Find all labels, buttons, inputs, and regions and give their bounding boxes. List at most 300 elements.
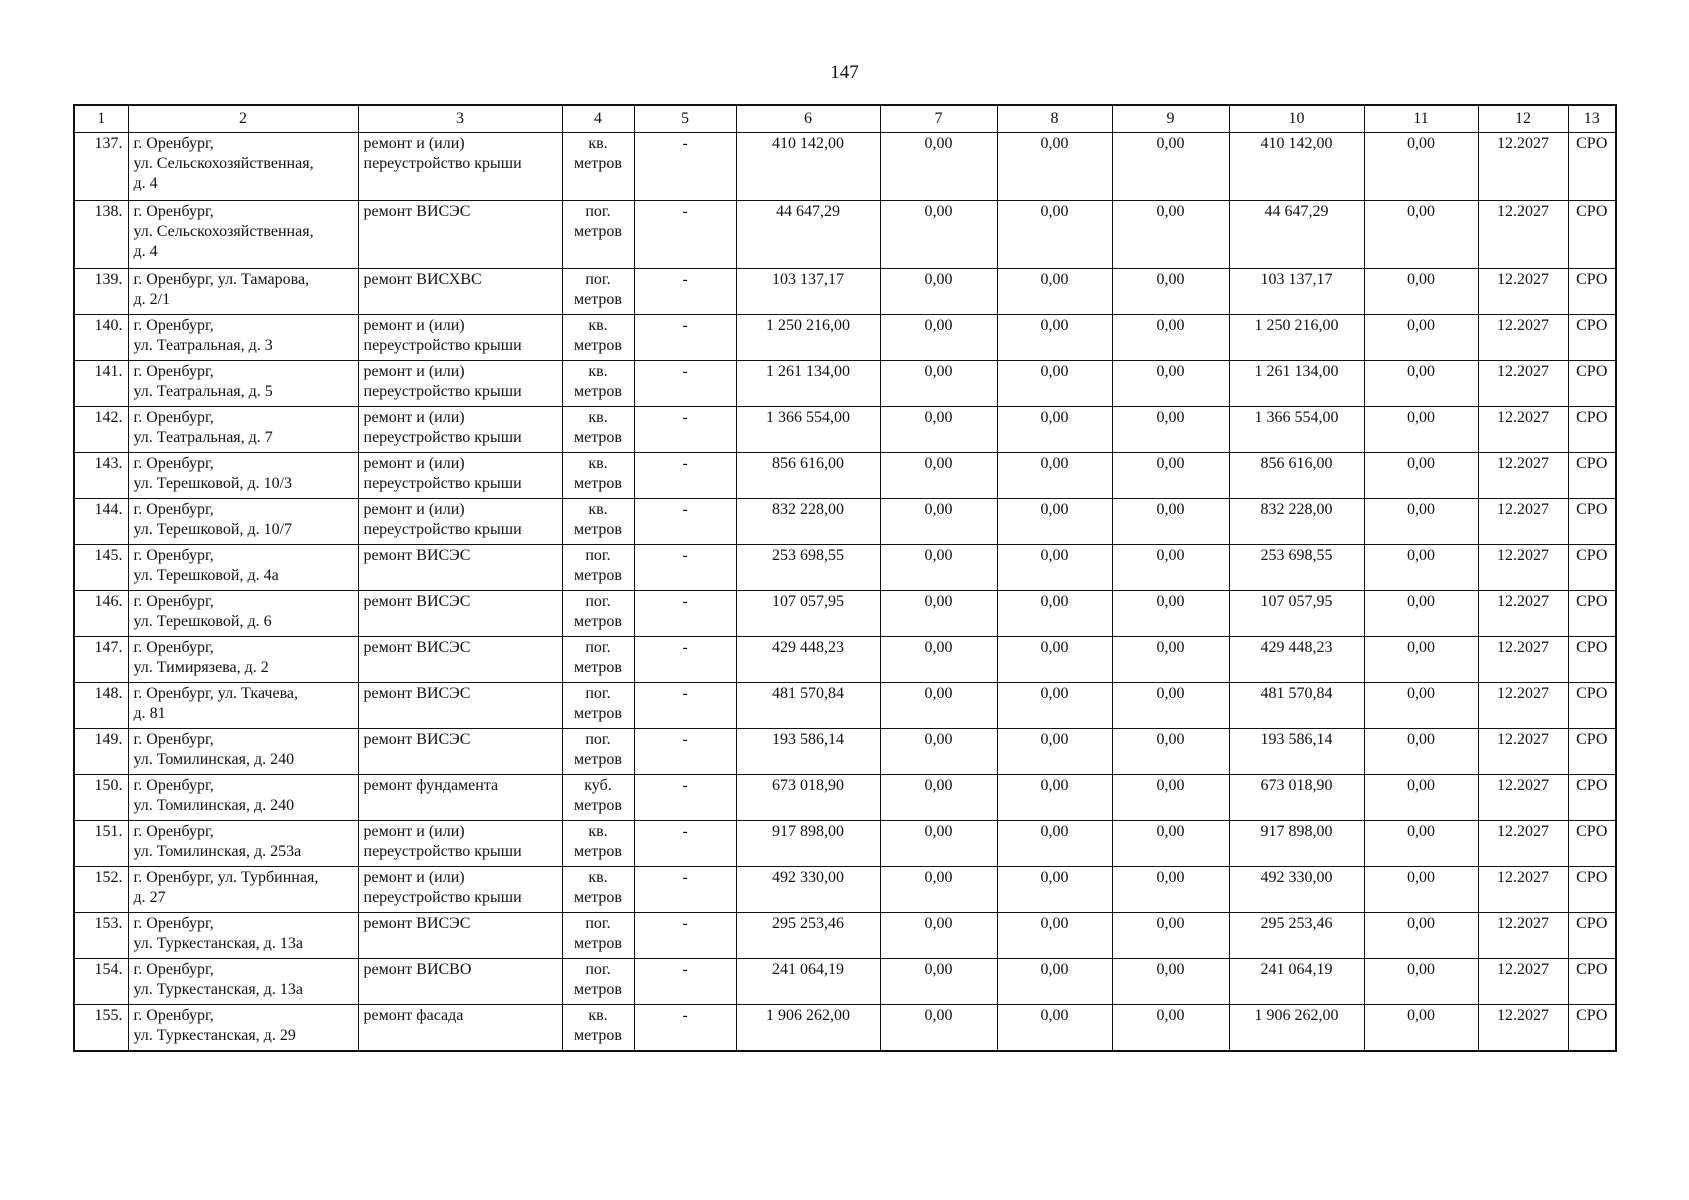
address-cell-line: г. Оренбург,: [133, 593, 214, 610]
address-cell-line: д. 81: [133, 705, 166, 722]
col-7-cell: 0,00: [880, 269, 997, 315]
address-cell-line: ул. Томилинская, д. 240: [133, 797, 295, 814]
address-cell-line: ул. Терешковой, д. 10/3: [133, 475, 293, 492]
table-row: [74, 407, 1616, 453]
address-cell-line: д. 4: [133, 243, 158, 260]
col-8-cell: 0,00: [997, 133, 1112, 201]
address-cell-line: г. Оренбург,: [133, 135, 214, 152]
unit-cell: [562, 407, 634, 453]
address-cell-line: ул. Туркестанская, д. 29: [133, 1027, 296, 1044]
col-5-cell: -: [634, 453, 736, 499]
col-9-cell: 0,00: [1112, 821, 1229, 867]
col-5-cell: -: [634, 315, 736, 361]
work-type-cell: [358, 591, 562, 637]
method-cell: СРО: [1568, 637, 1616, 683]
col-11-cell: 0,00: [1364, 545, 1478, 591]
unit-cell-line: пог.: [585, 639, 611, 656]
col-8-cell: 0,00: [997, 361, 1112, 407]
col-7-cell: 0,00: [880, 683, 997, 729]
col-8-cell: 0,00: [997, 775, 1112, 821]
work-type-cell-line: ремонт ВИСХВС: [363, 271, 482, 288]
unit-cell-line: метров: [574, 383, 622, 400]
col-7-cell: 0,00: [880, 637, 997, 683]
row-number: 152.: [74, 867, 128, 913]
col-7-cell: 0,00: [880, 133, 997, 201]
work-type-cell-line: ремонт фасада: [363, 1007, 464, 1024]
unit-cell-line: метров: [574, 337, 622, 354]
work-type-cell: [358, 913, 562, 959]
unit-cell-line: пог.: [585, 685, 611, 702]
work-type-cell: [358, 775, 562, 821]
work-type-cell: [358, 407, 562, 453]
col-11-cell: 0,00: [1364, 821, 1478, 867]
total-cost-cell: 481 570,84: [736, 683, 880, 729]
col-10-cell: 429 448,23: [1229, 637, 1364, 683]
table-row: [74, 453, 1616, 499]
col-5-cell: -: [634, 499, 736, 545]
col-7-cell: 0,00: [880, 591, 997, 637]
work-type-cell: [358, 729, 562, 775]
col-10-cell: 917 898,00: [1229, 821, 1364, 867]
repair-program-table: [73, 104, 1617, 1052]
method-cell: СРО: [1568, 499, 1616, 545]
row-number: 141.: [74, 361, 128, 407]
total-cost-cell: 44 647,29: [736, 201, 880, 269]
col-7-cell: 0,00: [880, 821, 997, 867]
column-header-3: 3: [358, 105, 562, 133]
col-9-cell: 0,00: [1112, 913, 1229, 959]
address-cell: [128, 591, 358, 637]
unit-cell: [562, 959, 634, 1005]
column-header-13: 13: [1568, 105, 1616, 133]
method-cell: СРО: [1568, 407, 1616, 453]
deadline-cell: 12.2027: [1478, 499, 1568, 545]
col-9-cell: 0,00: [1112, 453, 1229, 499]
col-9-cell: 0,00: [1112, 729, 1229, 775]
unit-cell-line: кв.: [588, 317, 608, 334]
row-number: 146.: [74, 591, 128, 637]
col-5-cell: -: [634, 269, 736, 315]
address-cell-line: г. Оренбург,: [133, 961, 214, 978]
col-9-cell: 0,00: [1112, 775, 1229, 821]
work-type-cell-line: ремонт ВИСЭС: [363, 731, 471, 748]
total-cost-cell: 1 906 262,00: [736, 1005, 880, 1052]
address-cell-line: ул. Тимирязева, д. 2: [133, 659, 269, 676]
unit-cell-line: метров: [574, 659, 622, 676]
col-10-cell: 492 330,00: [1229, 867, 1364, 913]
col-7-cell: 0,00: [880, 775, 997, 821]
col-9-cell: 0,00: [1112, 269, 1229, 315]
address-cell: [128, 637, 358, 683]
work-type-cell-line: ремонт ВИСЭС: [363, 593, 471, 610]
col-11-cell: 0,00: [1364, 407, 1478, 453]
method-cell: СРО: [1568, 867, 1616, 913]
col-11-cell: 0,00: [1364, 453, 1478, 499]
address-cell: [128, 499, 358, 545]
total-cost-cell: 103 137,17: [736, 269, 880, 315]
address-cell-line: г. Оренбург,: [133, 501, 214, 518]
col-11-cell: 0,00: [1364, 775, 1478, 821]
unit-cell-line: пог.: [585, 915, 611, 932]
unit-cell-line: кв.: [588, 823, 608, 840]
col-5-cell: -: [634, 407, 736, 453]
method-cell: СРО: [1568, 913, 1616, 959]
col-5-cell: -: [634, 591, 736, 637]
work-type-cell: [358, 1005, 562, 1052]
address-cell-line: г. Оренбург,: [133, 823, 214, 840]
address-cell: [128, 683, 358, 729]
row-number: 148.: [74, 683, 128, 729]
column-header-2: 2: [128, 105, 358, 133]
work-type-cell-line: ремонт и (или): [363, 135, 465, 152]
total-cost-cell: 917 898,00: [736, 821, 880, 867]
col-10-cell: 295 253,46: [1229, 913, 1364, 959]
col-10-cell: 44 647,29: [1229, 201, 1364, 269]
total-cost-cell: 1 261 134,00: [736, 361, 880, 407]
unit-cell-line: метров: [574, 613, 622, 630]
work-type-cell-line: ремонт ВИСЭС: [363, 639, 471, 656]
unit-cell-line: метров: [574, 797, 622, 814]
col-8-cell: 0,00: [997, 201, 1112, 269]
method-cell: СРО: [1568, 821, 1616, 867]
col-5-cell: -: [634, 959, 736, 1005]
unit-cell: [562, 867, 634, 913]
col-9-cell: 0,00: [1112, 959, 1229, 1005]
col-10-cell: 253 698,55: [1229, 545, 1364, 591]
col-10-cell: 410 142,00: [1229, 133, 1364, 201]
unit-cell-line: метров: [574, 291, 622, 308]
table-row: [74, 545, 1616, 591]
work-type-cell: [358, 361, 562, 407]
total-cost-cell: 429 448,23: [736, 637, 880, 683]
unit-cell: [562, 545, 634, 591]
col-8-cell: 0,00: [997, 821, 1112, 867]
col-5-cell: -: [634, 913, 736, 959]
row-number: 145.: [74, 545, 128, 591]
col-9-cell: 0,00: [1112, 499, 1229, 545]
table-row: [74, 315, 1616, 361]
address-cell-line: д. 2/1: [133, 291, 171, 308]
address-cell-line: ул. Театральная, д. 3: [133, 337, 273, 354]
unit-cell-line: метров: [574, 475, 622, 492]
col-10-cell: 1 250 216,00: [1229, 315, 1364, 361]
unit-cell: [562, 201, 634, 269]
unit-cell-line: пог.: [585, 547, 611, 564]
row-number: 154.: [74, 959, 128, 1005]
col-7-cell: 0,00: [880, 201, 997, 269]
method-cell: СРО: [1568, 775, 1616, 821]
unit-cell-line: метров: [574, 223, 622, 240]
deadline-cell: 12.2027: [1478, 591, 1568, 637]
column-header-6: 6: [736, 105, 880, 133]
unit-cell-line: кв.: [588, 409, 608, 426]
unit-cell-line: кв.: [588, 363, 608, 380]
address-cell: [128, 729, 358, 775]
work-type-cell: [358, 499, 562, 545]
col-8-cell: 0,00: [997, 591, 1112, 637]
method-cell: СРО: [1568, 545, 1616, 591]
col-5-cell: -: [634, 729, 736, 775]
total-cost-cell: 1 366 554,00: [736, 407, 880, 453]
work-type-cell-line: переустройство крыши: [363, 429, 522, 446]
table-row: [74, 821, 1616, 867]
address-cell: [128, 361, 358, 407]
table-row: [74, 867, 1616, 913]
row-number: 151.: [74, 821, 128, 867]
method-cell: СРО: [1568, 959, 1616, 1005]
deadline-cell: 12.2027: [1478, 1005, 1568, 1052]
table-row: [74, 361, 1616, 407]
address-cell-line: г. Оренбург,: [133, 1007, 214, 1024]
address-cell-line: г. Оренбург,: [133, 363, 214, 380]
address-cell: [128, 867, 358, 913]
address-cell-line: г. Оренбург,: [133, 455, 214, 472]
col-9-cell: 0,00: [1112, 201, 1229, 269]
unit-cell: [562, 913, 634, 959]
col-8-cell: 0,00: [997, 545, 1112, 591]
column-header-10: 10: [1229, 105, 1364, 133]
col-11-cell: 0,00: [1364, 201, 1478, 269]
row-number: 140.: [74, 315, 128, 361]
row-number: 137.: [74, 133, 128, 201]
address-cell-line: ул. Туркестанская, д. 13а: [133, 981, 303, 998]
row-number: 149.: [74, 729, 128, 775]
col-5-cell: -: [634, 683, 736, 729]
unit-cell: [562, 269, 634, 315]
col-5-cell: -: [634, 637, 736, 683]
deadline-cell: 12.2027: [1478, 775, 1568, 821]
unit-cell-line: пог.: [585, 271, 611, 288]
col-5-cell: -: [634, 201, 736, 269]
address-cell: [128, 407, 358, 453]
address-cell-line: г. Оренбург, ул. Ткачева,: [133, 685, 299, 702]
work-type-cell: [358, 545, 562, 591]
work-type-cell-line: ремонт ВИСЭС: [363, 547, 471, 564]
work-type-cell: [358, 269, 562, 315]
col-5-cell: -: [634, 1005, 736, 1052]
total-cost-cell: 673 018,90: [736, 775, 880, 821]
total-cost-cell: 832 228,00: [736, 499, 880, 545]
address-cell: [128, 959, 358, 1005]
col-8-cell: 0,00: [997, 499, 1112, 545]
col-7-cell: 0,00: [880, 545, 997, 591]
address-cell-line: г. Оренбург,: [133, 317, 214, 334]
method-cell: СРО: [1568, 591, 1616, 637]
deadline-cell: 12.2027: [1478, 913, 1568, 959]
address-cell-line: ул. Терешковой, д. 4а: [133, 567, 279, 584]
unit-cell: [562, 1005, 634, 1052]
address-cell-line: г. Оренбург,: [133, 409, 214, 426]
deadline-cell: 12.2027: [1478, 867, 1568, 913]
deadline-cell: 12.2027: [1478, 545, 1568, 591]
method-cell: СРО: [1568, 269, 1616, 315]
deadline-cell: 12.2027: [1478, 821, 1568, 867]
col-11-cell: 0,00: [1364, 361, 1478, 407]
work-type-cell-line: переустройство крыши: [363, 337, 522, 354]
deadline-cell: 12.2027: [1478, 407, 1568, 453]
unit-cell-line: пог.: [585, 961, 611, 978]
col-10-cell: 241 064,19: [1229, 959, 1364, 1005]
row-number: 155.: [74, 1005, 128, 1052]
work-type-cell-line: ремонт и (или): [363, 409, 465, 426]
col-11-cell: 0,00: [1364, 729, 1478, 775]
col-10-cell: 856 616,00: [1229, 453, 1364, 499]
col-7-cell: 0,00: [880, 729, 997, 775]
col-10-cell: 481 570,84: [1229, 683, 1364, 729]
col-9-cell: 0,00: [1112, 361, 1229, 407]
col-7-cell: 0,00: [880, 453, 997, 499]
address-cell-line: г. Оренбург,: [133, 547, 214, 564]
col-9-cell: 0,00: [1112, 683, 1229, 729]
col-5-cell: -: [634, 821, 736, 867]
address-cell: [128, 545, 358, 591]
col-9-cell: 0,00: [1112, 545, 1229, 591]
column-header-12: 12: [1478, 105, 1568, 133]
unit-cell-line: кв.: [588, 869, 608, 886]
deadline-cell: 12.2027: [1478, 729, 1568, 775]
unit-cell-line: метров: [574, 981, 622, 998]
deadline-cell: 12.2027: [1478, 453, 1568, 499]
col-5-cell: -: [634, 867, 736, 913]
unit-cell: [562, 361, 634, 407]
col-7-cell: 0,00: [880, 959, 997, 1005]
address-cell-line: г. Оренбург,: [133, 639, 214, 656]
col-11-cell: 0,00: [1364, 315, 1478, 361]
col-8-cell: 0,00: [997, 867, 1112, 913]
work-type-cell: [358, 315, 562, 361]
total-cost-cell: 241 064,19: [736, 959, 880, 1005]
work-type-cell-line: переустройство крыши: [363, 843, 522, 860]
column-header-1: 1: [74, 105, 128, 133]
address-cell-line: г. Оренбург,: [133, 731, 214, 748]
deadline-cell: 12.2027: [1478, 361, 1568, 407]
unit-cell: [562, 315, 634, 361]
col-9-cell: 0,00: [1112, 133, 1229, 201]
unit-cell-line: метров: [574, 521, 622, 538]
unit-cell: [562, 133, 634, 201]
work-type-cell: [358, 959, 562, 1005]
address-cell-line: ул. Туркестанская, д. 13а: [133, 935, 303, 952]
col-8-cell: 0,00: [997, 1005, 1112, 1052]
deadline-cell: 12.2027: [1478, 637, 1568, 683]
col-7-cell: 0,00: [880, 867, 997, 913]
address-cell: [128, 1005, 358, 1052]
col-8-cell: 0,00: [997, 407, 1112, 453]
unit-cell-line: метров: [574, 155, 622, 172]
col-10-cell: 832 228,00: [1229, 499, 1364, 545]
unit-cell-line: кв.: [588, 455, 608, 472]
address-cell-line: д. 27: [133, 889, 166, 906]
table-row: [74, 1005, 1616, 1052]
deadline-cell: 12.2027: [1478, 269, 1568, 315]
unit-cell: [562, 591, 634, 637]
col-11-cell: 0,00: [1364, 269, 1478, 315]
address-cell: [128, 315, 358, 361]
work-type-cell-line: ремонт фундамента: [363, 777, 499, 794]
unit-cell-line: метров: [574, 567, 622, 584]
method-cell: СРО: [1568, 315, 1616, 361]
deadline-cell: 12.2027: [1478, 315, 1568, 361]
table-row: [74, 637, 1616, 683]
deadline-cell: 12.2027: [1478, 201, 1568, 269]
col-5-cell: -: [634, 361, 736, 407]
address-cell: [128, 201, 358, 269]
work-type-cell: [358, 637, 562, 683]
method-cell: СРО: [1568, 683, 1616, 729]
col-10-cell: 1 906 262,00: [1229, 1005, 1364, 1052]
unit-cell-line: пог.: [585, 593, 611, 610]
unit-cell-line: кв.: [588, 501, 608, 518]
unit-cell-line: кв.: [588, 135, 608, 152]
work-type-cell-line: ремонт и (или): [363, 501, 465, 518]
work-type-cell-line: переустройство крыши: [363, 383, 522, 400]
col-10-cell: 107 057,95: [1229, 591, 1364, 637]
work-type-cell-line: ремонт ВИСЭС: [363, 685, 471, 702]
work-type-cell: [358, 201, 562, 269]
col-8-cell: 0,00: [997, 453, 1112, 499]
row-number: 142.: [74, 407, 128, 453]
col-7-cell: 0,00: [880, 499, 997, 545]
column-header-5: 5: [634, 105, 736, 133]
row-number: 139.: [74, 269, 128, 315]
work-type-cell-line: переустройство крыши: [363, 475, 522, 492]
work-type-cell-line: ремонт и (или): [363, 823, 465, 840]
address-cell: [128, 775, 358, 821]
work-type-cell: [358, 867, 562, 913]
unit-cell-line: метров: [574, 843, 622, 860]
address-cell-line: г. Оренбург,: [133, 915, 214, 932]
table-row: [74, 269, 1616, 315]
row-number: 144.: [74, 499, 128, 545]
unit-cell: [562, 683, 634, 729]
unit-cell-line: метров: [574, 935, 622, 952]
table-row: [74, 201, 1616, 269]
table-row: [74, 133, 1616, 201]
work-type-cell: [358, 821, 562, 867]
address-cell-line: ул. Театральная, д. 5: [133, 383, 273, 400]
unit-cell-line: метров: [574, 429, 622, 446]
work-type-cell-line: ремонт ВИСЭС: [363, 915, 471, 932]
deadline-cell: 12.2027: [1478, 683, 1568, 729]
table-row: [74, 729, 1616, 775]
address-cell: [128, 913, 358, 959]
deadline-cell: 12.2027: [1478, 133, 1568, 201]
col-11-cell: 0,00: [1364, 637, 1478, 683]
address-cell: [128, 269, 358, 315]
col-10-cell: 103 137,17: [1229, 269, 1364, 315]
col-11-cell: 0,00: [1364, 133, 1478, 201]
total-cost-cell: 253 698,55: [736, 545, 880, 591]
table-row: [74, 499, 1616, 545]
col-9-cell: 0,00: [1112, 315, 1229, 361]
col-11-cell: 0,00: [1364, 591, 1478, 637]
address-cell-line: г. Оренбург,: [133, 203, 214, 220]
table-row: [74, 591, 1616, 637]
column-header-7: 7: [880, 105, 997, 133]
work-type-cell: [358, 683, 562, 729]
address-cell-line: ул. Томилинская, д. 253а: [133, 843, 302, 860]
col-8-cell: 0,00: [997, 913, 1112, 959]
work-type-cell-line: ремонт и (или): [363, 317, 465, 334]
unit-cell-line: метров: [574, 705, 622, 722]
col-9-cell: 0,00: [1112, 867, 1229, 913]
address-cell-line: ул. Сельскохозяйственная,: [133, 155, 314, 172]
row-number: 147.: [74, 637, 128, 683]
col-5-cell: -: [634, 775, 736, 821]
unit-cell: [562, 499, 634, 545]
address-cell-line: г. Оренбург,: [133, 777, 214, 794]
table-header: [74, 105, 1616, 133]
